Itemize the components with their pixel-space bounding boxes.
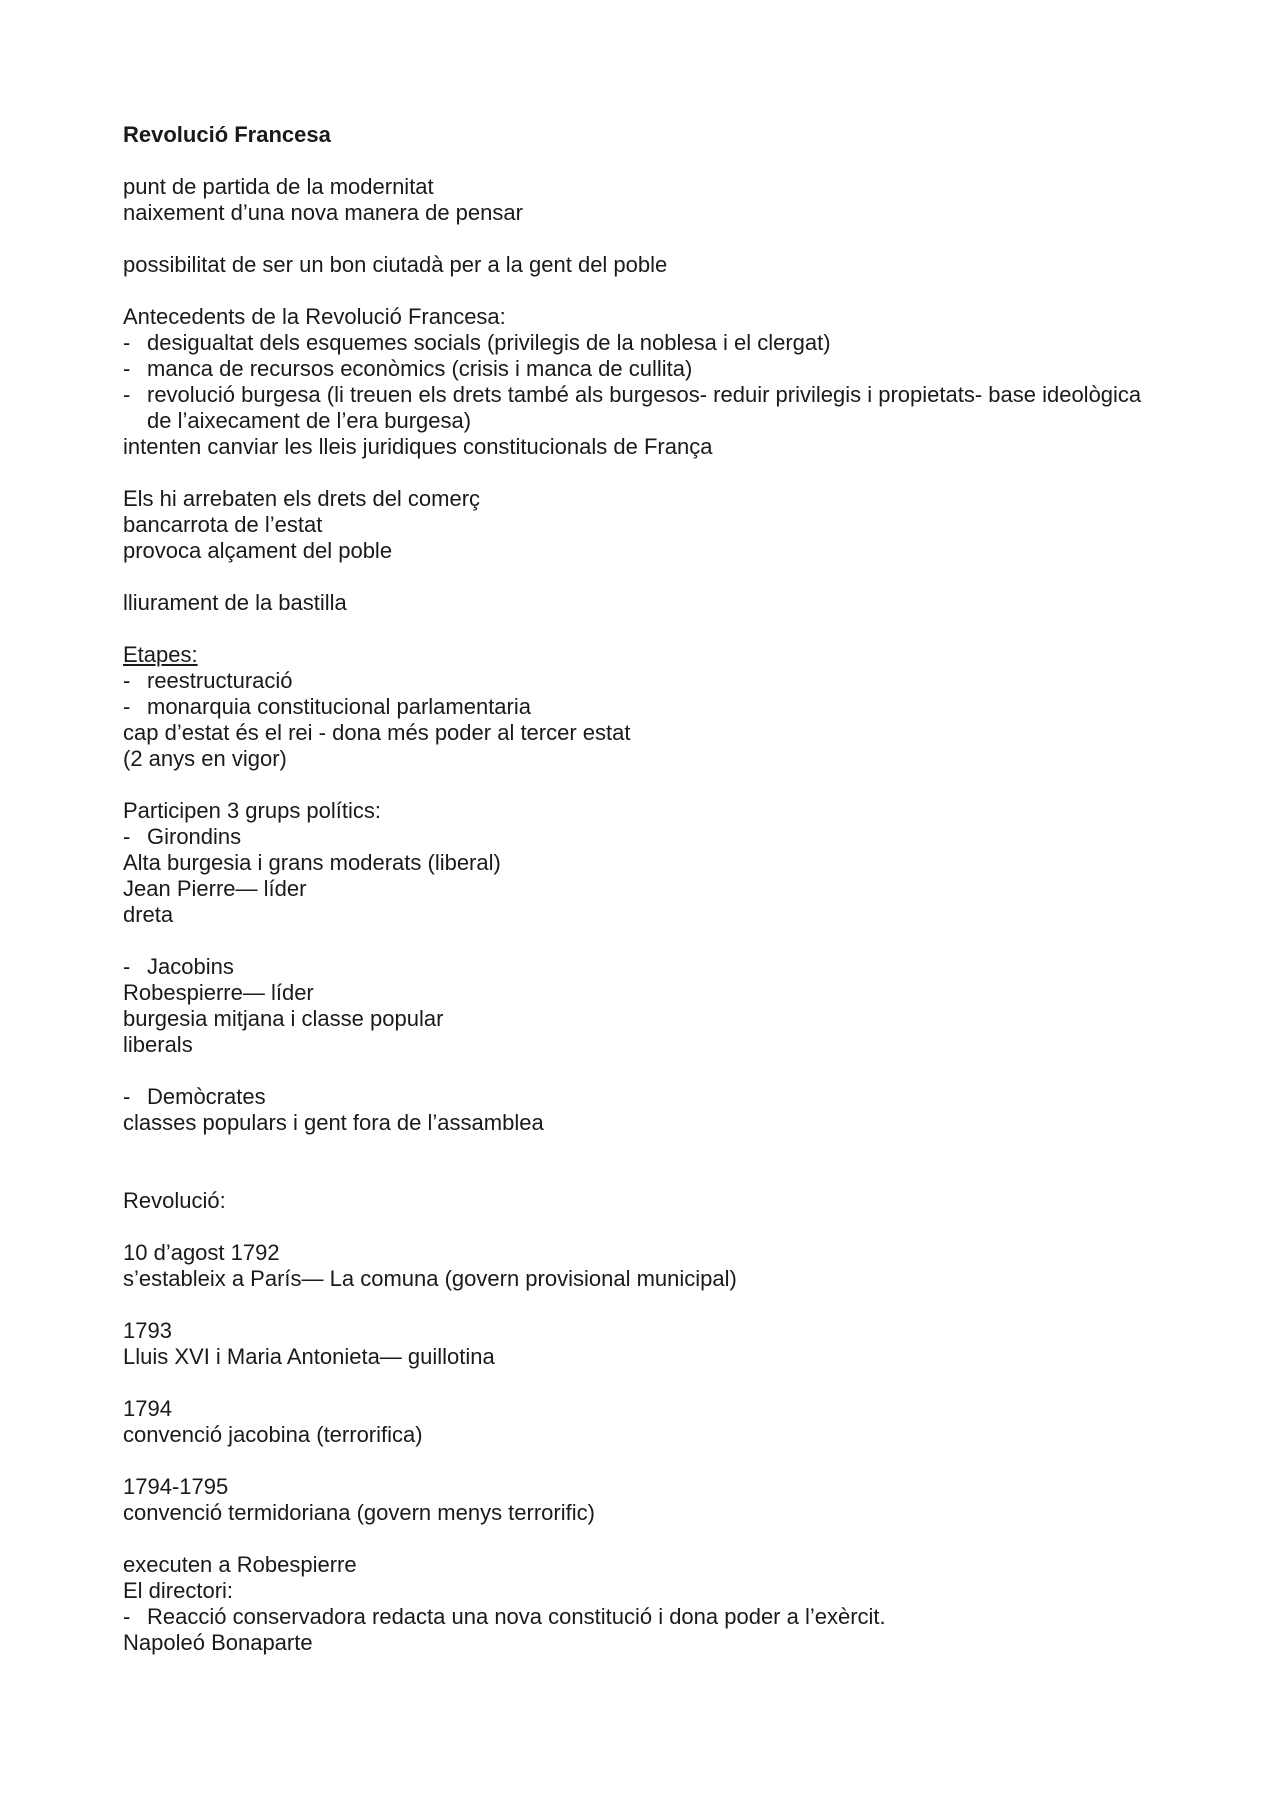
event-block	[123, 1318, 1163, 1370]
group-line: dreta	[123, 902, 174, 927]
final-block	[123, 1552, 1163, 1656]
group-name-democrates: - Demòcrates	[123, 1084, 1163, 1110]
etapes-after: cap d’estat és el rei - dona més poder al tercer estat	[123, 720, 631, 745]
event-text: convenció jacobina (terrorifica)	[123, 1422, 423, 1447]
event-text: Lluis XVI i Maria Antonieta— guillotina	[123, 1344, 495, 1369]
comerc-line: Els hi arrebaten els drets del comerç	[123, 486, 481, 511]
event-text: convenció termidoriana (govern menys terrorific)	[123, 1500, 595, 1525]
girondins-block	[123, 798, 1163, 928]
group-line: burgesia mitjana i classe popular	[123, 1006, 444, 1031]
title-block	[123, 122, 1163, 148]
group-name-girondins: - Girondins	[123, 824, 1163, 850]
etapes-heading: Etapes:	[123, 642, 198, 667]
event-date: 10 d’agost 1792	[123, 1240, 280, 1265]
bastilla-block	[123, 590, 1163, 616]
group-line: Alta burgesia i grans moderats (liberal)	[123, 850, 501, 875]
event-block	[123, 1396, 1163, 1448]
etapa-item: - monarquia constitucional parlamentaria	[123, 694, 1163, 720]
comerc-block	[123, 486, 1163, 564]
revolucio-heading: Revolució:	[123, 1188, 226, 1213]
event-date: 1793	[123, 1318, 172, 1343]
antecedents-heading: Antecedents de la Revolució Francesa:	[123, 304, 506, 329]
intro2-line: possibilitat de ser un bon ciutadà per a la gent del poble	[123, 252, 668, 277]
document-page	[123, 122, 1163, 1682]
etapes-after: (2 anys en vigor)	[123, 746, 287, 771]
group-line: classes populars i gent fora de l’assamblea	[123, 1110, 544, 1135]
group-line: liberals	[123, 1032, 193, 1057]
grups-heading: Participen 3 grups polítics:	[123, 798, 382, 823]
antecedent-item: - revolució burgesa (li treuen els drets també als burgesos- reduir privilegis i propietats- base ideològica de l’aixecament de l’era burgesa)	[123, 382, 1163, 434]
intro-block	[123, 174, 1163, 226]
intro-line: punt de partida de la modernitat	[123, 174, 434, 199]
intro-line: naixement d’una nova manera de pensar	[123, 200, 523, 225]
event-block	[123, 1240, 1163, 1292]
intro2-block	[123, 252, 1163, 278]
antecedent-item: - manca de recursos econòmics (crisis i manca de cullita)	[123, 356, 1163, 382]
comerc-line: provoca alçament del poble	[123, 538, 393, 563]
jacobins-block	[123, 954, 1163, 1058]
etapes-block	[123, 642, 1163, 772]
bastilla-line: lliurament de la bastilla	[123, 590, 347, 615]
comerc-line: bancarrota de l’estat	[123, 512, 323, 537]
event-block	[123, 1474, 1163, 1526]
democrates-block	[123, 1084, 1163, 1136]
document-title: Revolució Francesa	[123, 122, 331, 147]
etapa-item: - reestructuració	[123, 668, 1163, 694]
final-line: Napoleó Bonaparte	[123, 1630, 313, 1655]
antecedents-block	[123, 304, 1163, 460]
final-line: El directori:	[123, 1578, 234, 1603]
group-line: Jean Pierre— líder	[123, 876, 307, 901]
antecedent-item: - desigualtat dels esquemes socials (privilegis de la noblesa i el clergat)	[123, 330, 1163, 356]
group-line: Robespierre— líder	[123, 980, 314, 1005]
event-date: 1794	[123, 1396, 172, 1421]
group-name-jacobins: - Jacobins	[123, 954, 1163, 980]
event-text: s’estableix a París— La comuna (govern provisional municipal)	[123, 1266, 737, 1291]
event-date: 1794-1795	[123, 1474, 229, 1499]
antecedents-after: intenten canviar les lleis juridiques constitucionals de França	[123, 434, 713, 459]
revolucio-heading-block	[123, 1188, 1163, 1214]
final-line: executen a Robespierre	[123, 1552, 357, 1577]
final-bullet: - Reacció conservadora redacta una nova constitució i dona poder a l’exèrcit.	[123, 1604, 1163, 1630]
